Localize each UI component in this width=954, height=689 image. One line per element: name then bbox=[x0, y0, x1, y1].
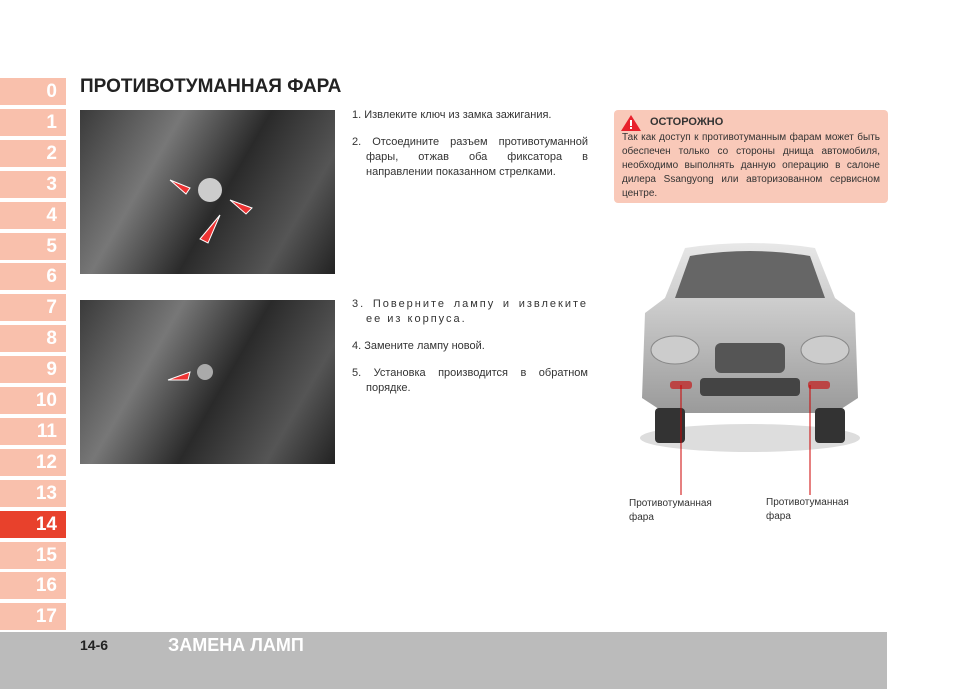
chapter-tab-15[interactable]: 15 bbox=[0, 542, 66, 569]
warning-box bbox=[614, 110, 888, 203]
chapter-tab-17[interactable]: 17 bbox=[0, 603, 66, 630]
car-illustration bbox=[630, 238, 870, 458]
caption-left: Противотуманная фара bbox=[629, 498, 712, 523]
arrow-icon bbox=[80, 300, 335, 464]
chapter-tab-0[interactable]: 0 bbox=[0, 78, 66, 105]
section-title: ЗАМЕНА ЛАМП bbox=[168, 635, 304, 655]
chapter-tab-2[interactable]: 2 bbox=[0, 140, 66, 167]
step: 2. Отсоедините разъем противотуманной фары, отжав оба фиксатора в направлении показанном стрелками. bbox=[352, 136, 588, 178]
step: 1. Извлеките ключ из замка зажигания. bbox=[352, 109, 552, 121]
chapter-tab-10[interactable]: 10 bbox=[0, 387, 66, 414]
arrow-icon bbox=[80, 110, 335, 274]
chapter-tab-12[interactable]: 12 bbox=[0, 449, 66, 476]
warning-title: ОСТОРОЖНО bbox=[650, 116, 724, 128]
chapter-tab-11[interactable]: 11 bbox=[0, 418, 66, 445]
chapter-tab-6[interactable]: 6 bbox=[0, 263, 66, 290]
page-title: ПРОТИВОТУМАННАЯ ФАРА bbox=[80, 76, 342, 97]
chapter-tab-7[interactable]: 7 bbox=[0, 294, 66, 321]
chapter-tab-16[interactable]: 16 bbox=[0, 572, 66, 599]
steps-group-2 bbox=[352, 297, 588, 408]
steps-group-1 bbox=[352, 108, 588, 192]
chapter-tab-1[interactable]: 1 bbox=[0, 109, 66, 136]
chapter-tab-4[interactable]: 4 bbox=[0, 202, 66, 229]
footer-bar bbox=[0, 632, 887, 689]
photo-lamp bbox=[80, 300, 335, 464]
chapter-tab-13[interactable]: 13 bbox=[0, 480, 66, 507]
chapter-tab-3[interactable]: 3 bbox=[0, 171, 66, 198]
chapter-tab-9[interactable]: 9 bbox=[0, 356, 66, 383]
chapter-tab-5[interactable]: 5 bbox=[0, 233, 66, 260]
step: 5. Установка производится в обратном порядке. bbox=[352, 367, 588, 394]
photo-connector bbox=[80, 110, 335, 274]
page-number: 14-6 bbox=[80, 637, 109, 653]
chapter-tab-14[interactable]: 14 bbox=[0, 511, 66, 538]
warning-text: Так как доступ к противотуманным фарам может быть обеспечен только со стороны днища автомобиля, необходимо выполнять данную операцию в салоне дилера Ssangyong или авторизованном сервисном центре. bbox=[622, 132, 880, 199]
warning-icon bbox=[620, 114, 642, 132]
chapter-tab-8[interactable]: 8 bbox=[0, 325, 66, 352]
step: 4. Замените лампу новой. bbox=[352, 340, 485, 352]
step: 3. Поверните лампу и извлеките ее из корпуса. bbox=[352, 298, 588, 325]
caption-right: Противотуманная фара bbox=[766, 497, 849, 522]
